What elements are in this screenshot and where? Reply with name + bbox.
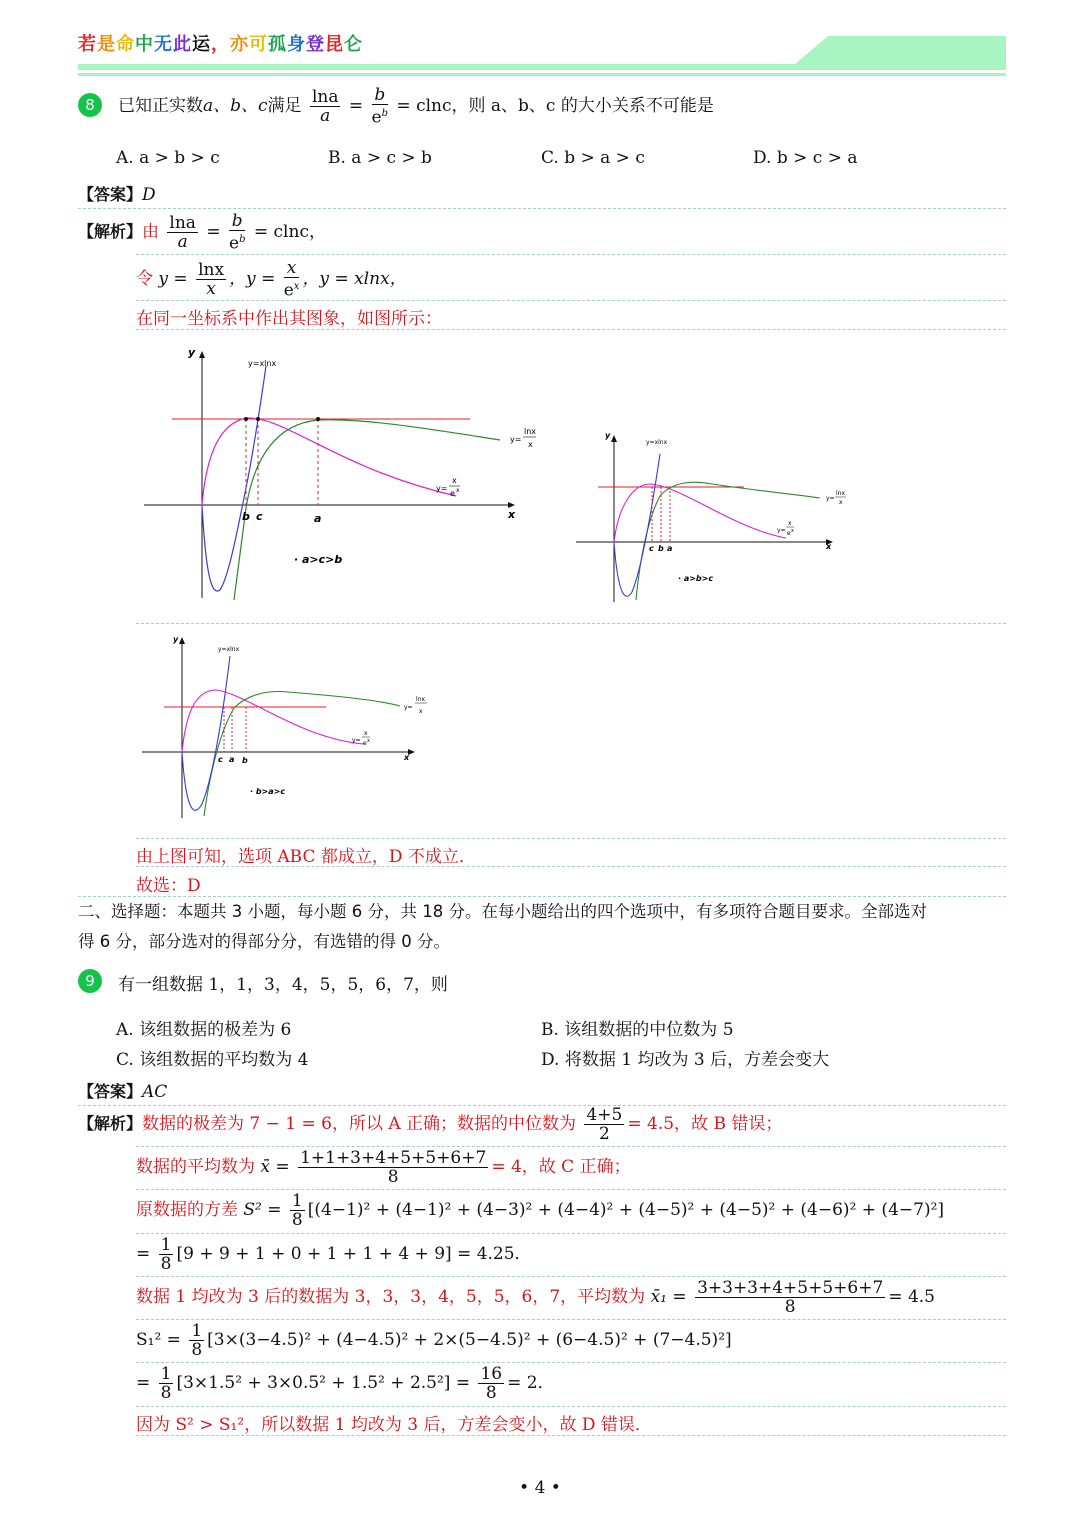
svg-text:y: y (605, 431, 611, 440)
svg-text:lnx: lnx (416, 696, 426, 703)
svg-text:lnx: lnx (524, 427, 536, 436)
q9-analysis-line8: 因为 S² > S₁²，所以数据 1 均改为 3 后，方差会变小，故 D 错误． (136, 1415, 652, 1435)
q9-analysis-line2: 数据的平均数为 x̄ = $\frac{1+1+3+4+5+5+6+7}{8}$ = 4，故 C 正确； (136, 1148, 631, 1187)
svg-text:a: a (229, 755, 235, 764)
svg-text:lnx: lnx (836, 490, 846, 497)
divider (78, 208, 1006, 209)
header-rule-thin (78, 73, 1006, 76)
motto-char: 登 (306, 34, 325, 55)
motto-char: 可 (249, 34, 268, 55)
divider (136, 1319, 1006, 1320)
divider (136, 1362, 1006, 1363)
svg-text:· b>a>c: · b>a>c (250, 787, 286, 796)
svg-text:e: e (363, 740, 367, 747)
q9-option-d: D. 将数据 1 均改为 3 后，方差会变大 (541, 1050, 830, 1070)
section-2-instructions: 二、选择题：本题共 3 小题，每小题 6 分，共 18 分。在每小题给出的四个选项中，有多项符合题目要求。全部选对 得 6 分，部分选对的得部分分，有选错的得 0 分。 (78, 902, 927, 951)
motto-char: 运 (192, 34, 211, 55)
svg-text:e: e (787, 530, 791, 537)
motto-char: 是 (97, 34, 116, 55)
svg-text:a: a (314, 512, 322, 525)
q8-answer: 【答案】D (78, 185, 156, 205)
motto-char: 仑 (344, 34, 363, 55)
svg-text:x: x (452, 476, 457, 485)
svg-text:· a>b>c: · a>b>c (678, 574, 714, 583)
graph-2 (572, 428, 852, 604)
q8-analysis-line5: 故选：D (136, 876, 201, 896)
svg-text:a: a (667, 544, 673, 553)
q9-option-a: A. 该组数据的极差为 6 (116, 1020, 292, 1040)
question-number-9: 9 (78, 969, 102, 993)
graph-1 (136, 338, 536, 608)
curve-x-over-ex (202, 418, 456, 505)
svg-text:x: x (839, 499, 843, 506)
q8-option-b: B. a > c > b (328, 148, 432, 168)
svg-text:c: c (218, 755, 223, 764)
q8-stem: 已知正实数a、b、c满足 $\frac{\ln a}{a}$ = $\frac{b}{e^b}$ = clnc，则 a、b、c 的大小关系不可能是 (118, 85, 714, 128)
q9-option-b: B. 该组数据的中位数为 5 (541, 1020, 734, 1040)
q9-analysis-line3: 原数据的方差 S² = $\frac{1}{8}$ [(4−1)² + (4−1)² + (4−3)² + (4−4)² + (4−5)² + (4−5)² + (4−6)² + (4−7)²] (136, 1191, 945, 1230)
divider (136, 1146, 1006, 1147)
svg-text:y=xlnx: y=xlnx (218, 646, 240, 653)
divider (136, 1189, 1006, 1190)
header-rule (78, 64, 1006, 70)
svg-text:y=: y= (352, 737, 361, 744)
divider (136, 300, 1006, 301)
svg-text:x: x (419, 708, 423, 715)
q9-analysis-line6: S₁² = $\frac{1}{8}$ [3×(3−4.5)² + (4−4.5)² + 2×(5−4.5)² + (6−4.5)² + (7−4.5)²] (136, 1321, 732, 1360)
svg-text:y=: y= (777, 527, 786, 534)
q9-option-c: C. 该组数据的平均数为 4 (116, 1050, 309, 1070)
svg-text:x: x (367, 738, 370, 744)
curve-lnx-over-x (234, 420, 500, 600)
label-xlnx: y=xlnx (248, 359, 277, 368)
svg-text:b: b (242, 756, 248, 765)
svg-text:b: b (242, 510, 250, 523)
motto-char: 命 (116, 34, 135, 55)
graph-caption: · a>c>b (294, 553, 343, 566)
svg-text:e: e (450, 489, 455, 498)
motto-char: 无 (154, 34, 173, 55)
q9-analysis-line1: 【解析】数据的极差为 7 − 1 = 6，所以 A 正确；数据的中位数为 $\frac{4+5}{2}$ = 4.5，故 B 错误； (78, 1105, 783, 1144)
divider (136, 1233, 1006, 1234)
svg-text:x: x (788, 520, 792, 527)
divider (136, 1435, 1006, 1436)
svg-text:x: x (364, 730, 368, 737)
q8-analysis-line2: 令 y = $\frac{\ln x}{x}$ ，y = $\frac{x}{e^x}$ ，y = xlnx， (136, 258, 407, 301)
svg-text:y=xlnx: y=xlnx (646, 439, 668, 446)
graph-3 (138, 632, 438, 822)
q8-option-c: C. b > a > c (541, 148, 645, 168)
motto-char: 昆 (325, 34, 344, 55)
divider (136, 329, 1006, 330)
motto-char: 中 (135, 34, 154, 55)
q9-stem: 有一组数据 1，1，3，4，5，5，6，7，则 (118, 975, 448, 995)
svg-text:x: x (528, 440, 533, 449)
q9-analysis-line4: = $\frac{1}{8}$ [9 + 9 + 1 + 0 + 1 + 1 + 4 + 9] = 4.25． (136, 1235, 532, 1274)
divider (136, 866, 1006, 867)
q8-analysis-line1: 【解析】由 $\frac{\ln a}{a}$ = $\frac{b}{e^b}$ = clnc， (78, 211, 326, 254)
x-axis-label: x (508, 508, 516, 521)
motto-char: 若 (78, 34, 97, 55)
svg-text:x: x (456, 487, 460, 494)
q8-analysis-line3: 在同一坐标系中作出其图象，如图所示： (136, 309, 442, 329)
svg-text:y=: y= (826, 495, 835, 502)
motto-char: 身 (287, 34, 306, 55)
svg-text:y=: y= (510, 435, 522, 444)
motto-char: ， (211, 34, 230, 55)
motto-char: 亦 (230, 34, 249, 55)
svg-text:y: y (173, 635, 179, 644)
svg-text:c: c (256, 510, 263, 523)
question-number-8: 8 (78, 93, 102, 117)
svg-text:y=: y= (436, 484, 448, 493)
divider (136, 623, 1006, 624)
q9-analysis-line5: 数据 1 均改为 3 后的数据为 3，3，3，4，5，5，6，7，平均数为 x̄₁ = $\frac{3+3+3+4+5+5+6+7}{8}$ = 4.5 (136, 1278, 935, 1317)
q8-option-a: A. a > b > c (116, 148, 220, 168)
svg-text:x: x (404, 753, 410, 762)
motto-char: 此 (173, 34, 192, 55)
divider (136, 1276, 1006, 1277)
motto-char: 孤 (268, 34, 287, 55)
svg-text:y=: y= (404, 704, 413, 711)
q9-answer: 【答案】AC (78, 1082, 168, 1102)
q8-analysis-line4: 由上图可知，选项 ABC 都成立，D 不成立． (136, 847, 476, 867)
y-axis-label: y (188, 346, 196, 359)
svg-text:b: b (658, 544, 664, 553)
page-number: • 4 • (519, 1478, 561, 1498)
divider (136, 1406, 1006, 1407)
q8-option-d: D. b > c > a (753, 148, 858, 168)
header-motto (78, 30, 363, 56)
curve-xlnx (202, 366, 266, 591)
svg-text:c: c (649, 544, 654, 553)
divider (136, 254, 1006, 255)
svg-text:x: x (791, 528, 794, 534)
svg-text:x: x (826, 542, 832, 551)
divider (136, 838, 1006, 839)
q9-analysis-line7: = $\frac{1}{8}$ [3×1.5² + 3×0.5² + 1.5² + 2.5²] = $\frac{16}{8}$ = 2． (136, 1364, 555, 1403)
